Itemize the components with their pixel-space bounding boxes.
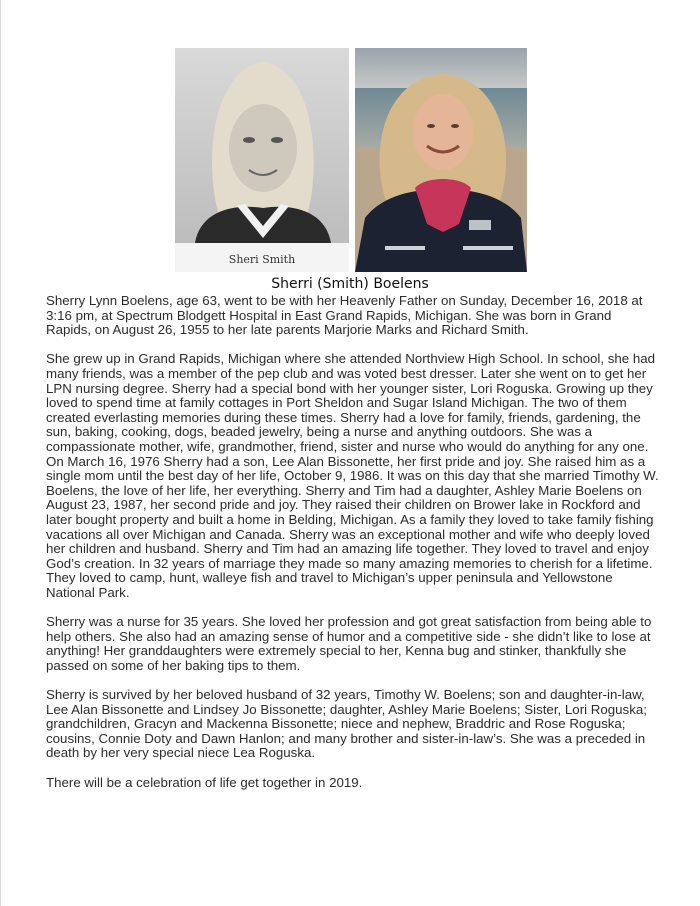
beach-photo [355,48,527,272]
photo-pair [175,48,527,272]
paragraph-career: Sherry was a nurse for 35 years. She loved her profession and got great satisfaction from being able to help others. She also had an amazing sense of humor and a competitive side - she didn’t like to lose at anything! Her granddaughters were extremely special to her, Kenna bug and stinker, thankfully she passed on some of her baking tips to them. [46,614,652,673]
yearbook-photo [175,48,349,272]
page-title: Sherri (Smith) Boelens [271,276,429,292]
paragraph-survivors: Sherry is survived by her beloved husband of 32 years, Timothy W. Boelens; son and daughter-in-law, Lee Alan Bissonette and Lindsey Jo Bissonette; daughter, Ashley Marie Boelens; Sister, Lori Roguska; grandchildren, Gracyn and Mackenna Bissonette; niece and nephew, Braddric and Rose Roguska; cousins, Connie Doty and Dawn Hanlon; and many brother and sister-in-law’s. She was a preceded in death by her very special niece Lea Roguska. [46,687,647,761]
paragraph-intro: Sherry Lynn Boelens, age 63, went to be with her Heavenly Father on Sunday, December 16, 2018 at 3:16 pm, at Spectrum Blodgett Hospital in East Grand Rapids, Michigan. She was born in Grand Rapids, on August 26, 1955 to her late parents Marjorie Marks and Richard Smith. [46,293,643,338]
page-edge [0,0,1,906]
paragraph-celebration: There will be a celebration of life get together in 2019. [46,774,363,790]
paragraph-life: She grew up in Grand Rapids, Michigan where she attended Northview High School. In school, she had many friends, was a member of the pep club and was voted best dresser. Later she went on to get her LPN nursing degree. Sherry had a special bond with her younger sister, Lori Roguska. Growing up they loved to spend time at family cottages in Port Sheldon and Sugar Island Michigan. The two of them created everlasting memories during these times. Sherry had a love for family, friends, gardening, the sun, baking, cooking, dogs, beaded jewelry, being a nurse and anything outdoors. She was a compassionate mother, wife, grandmother, friend, sister and nurse who would do anything for any one. On March 16, 1976 Sherry had a son, Lee Alan Bissonette, her first pride and joy. She raised him as a single mom until the best day of her life, October 9, 1986. It was on this day that she married Timothy W. Boelens, the love of her life, her everything. Sherry and Tim had a daughter, Ashley Marie Boelens on August 23, 1987, her second pride and joy. They raised their children on Brower lake in Rockford and later bought property and built a home in Belding, Michigan. As a family they loved to take family fishing vacations all over Michigan and Canada. Sherry was an exceptional mother and wife who deeply loved her children and husband. Sherry and Tim had an amazing life together. They loved to travel and enjoy God’s creation. In 32 years of marriage they made so many amazing memories to cherish for a lifetime. They loved to camp, hunt, walleye fish and travel to Michigan’s upper peninsula and Yellowstone National Park. [46,351,659,600]
yearbook-caption: Sheri Smith [228,253,296,266]
obituary-body [46,294,660,805]
